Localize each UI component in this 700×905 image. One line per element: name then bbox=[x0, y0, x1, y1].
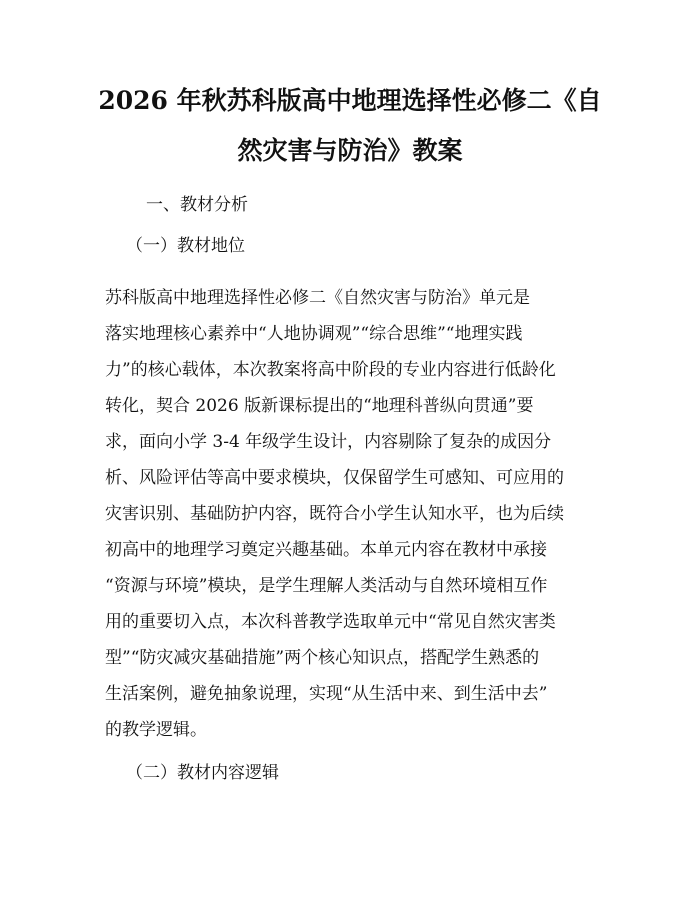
paragraph-line: 力”的核心载体，本次教案将高中阶段的专业内容进行低龄化 bbox=[105, 360, 556, 380]
paragraph-line: 苏科版高中地理选择性必修二《自然灾害与防治》单元是 bbox=[105, 288, 530, 308]
document-title-line-2: 然灾害与防治》教案 bbox=[237, 136, 463, 165]
paragraph-line: 析、风险评估等高中要求模块，仅保留学生可感知、可应用的 bbox=[105, 468, 564, 488]
section-heading-textbook-analysis: 一、教材分析 bbox=[146, 195, 248, 215]
subsection-heading-textbook-position: （一）教材地位 bbox=[126, 236, 245, 256]
paragraph-line: 的教学逻辑。 bbox=[105, 720, 207, 740]
subsection-heading-content-logic: （二）教材内容逻辑 bbox=[126, 763, 279, 783]
paragraph-line: 求，面向小学 3-4 年级学生设计，内容剔除了复杂的成因分 bbox=[105, 432, 552, 452]
paragraph-line: 落实地理核心素养中“人地协调观”“综合思维”“地理实践 bbox=[105, 324, 523, 344]
paragraph-line: 生活案例，避免抽象说理，实现“从生活中来、到生活中去” bbox=[105, 684, 548, 704]
paragraph-line: 型”“防灾减灾基础措施”两个核心知识点，搭配学生熟悉的 bbox=[105, 648, 540, 668]
paragraph-line: 初高中的地理学习奠定兴趣基础。本单元内容在教材中承接 bbox=[105, 540, 547, 560]
document-title-line-1: 2026 年秋苏科版高中地理选择性必修二《自 bbox=[98, 86, 602, 115]
paragraph-line: 灾害识别、基础防护内容，既符合小学生认知水平，也为后续 bbox=[105, 504, 564, 524]
paragraph-line: 用的重要切入点，本次科普教学选取单元中“常见自然灾害类 bbox=[105, 612, 556, 632]
paragraph-line: 转化，契合 2026 版新课标提出的“地理科普纵向贯通”要 bbox=[105, 396, 534, 416]
paragraph-line: “资源与环境”模块，是学生理解人类活动与自然环境相互作 bbox=[105, 576, 548, 596]
